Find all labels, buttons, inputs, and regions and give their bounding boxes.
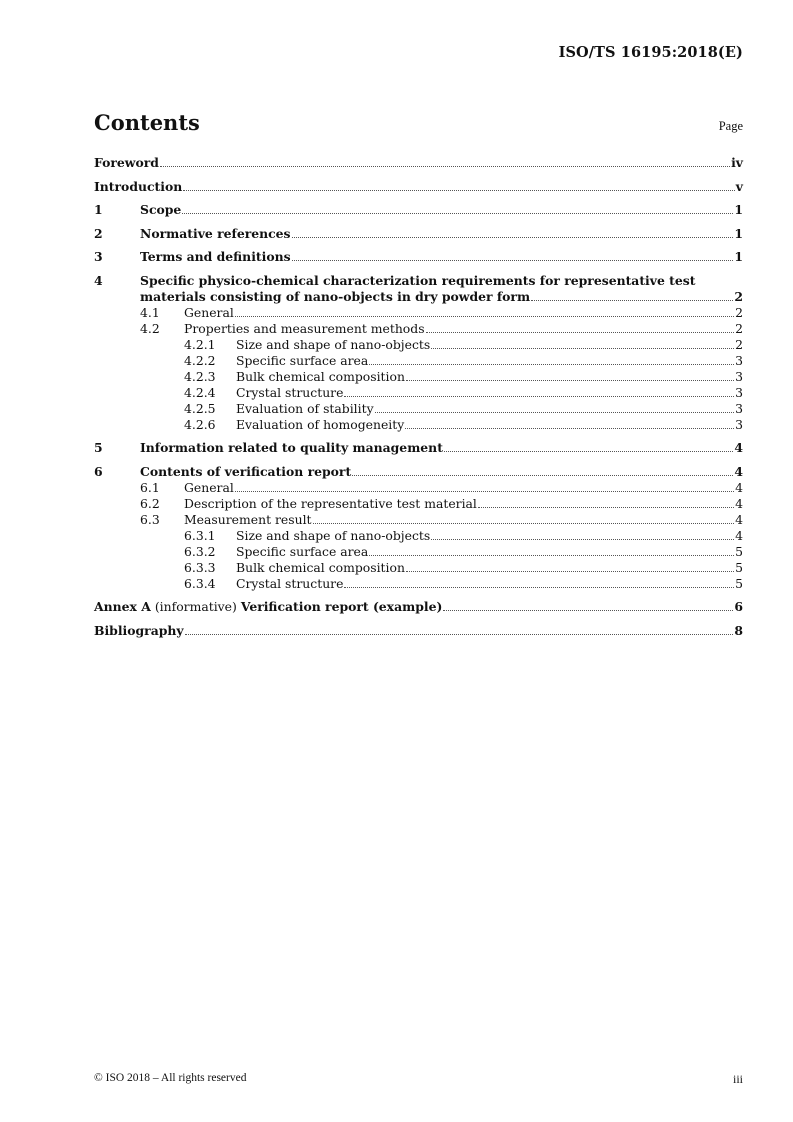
toc-page-number: v xyxy=(735,178,743,194)
leader-dots xyxy=(443,610,733,611)
leader-dots xyxy=(369,364,734,365)
table-of-contents xyxy=(94,155,743,639)
toc-clause-number: 6.1 xyxy=(140,479,160,495)
toc-page-number: 8 xyxy=(734,622,743,638)
leader-dots xyxy=(444,451,733,452)
leader-dots xyxy=(182,213,733,214)
toc-clause-number: 3 xyxy=(94,249,103,264)
toc-entry-text: Bulk chemical composition xyxy=(236,368,405,384)
toc-entry-text: Introduction xyxy=(94,178,183,194)
leader-dots xyxy=(292,260,734,261)
toc-page-number: 4 xyxy=(735,495,743,511)
toc-clause-number: 1 xyxy=(94,202,103,217)
toc-clause-number: 4.2.3 xyxy=(184,368,216,384)
toc-clause-number: 2 xyxy=(94,225,103,241)
toc-entry-text-line1: Specific physico-chemical characterization requirements for representative test xyxy=(140,272,696,288)
toc-entry-6-3-1[interactable] xyxy=(94,528,743,544)
toc-entry-specific-requirements[interactable] xyxy=(94,273,743,305)
toc-entry-4-2-5[interactable] xyxy=(94,401,743,417)
toc-page-number: 2 xyxy=(734,288,743,304)
toc-page-number: iv xyxy=(731,155,743,170)
leader-dots xyxy=(431,539,734,540)
toc-clause-number: 6.3.1 xyxy=(184,527,216,543)
toc-entry-annex-a[interactable] xyxy=(94,599,743,615)
toc-entry-6-2[interactable] xyxy=(94,496,743,512)
leader-dots xyxy=(375,412,735,413)
toc-entry-normative-references[interactable] xyxy=(94,226,743,242)
leader-dots xyxy=(531,300,733,301)
toc-page-number: 4 xyxy=(734,463,743,479)
toc-page-number: 3 xyxy=(735,400,743,416)
toc-page-number: 3 xyxy=(735,352,743,368)
toc-entry-6-1[interactable] xyxy=(94,480,743,496)
toc-clause-number: 4.1 xyxy=(140,304,160,320)
leader-dots xyxy=(406,380,734,381)
leader-dots xyxy=(405,428,734,429)
leader-dots xyxy=(235,491,734,492)
toc-entry-4-2[interactable] xyxy=(94,321,743,337)
toc-entry-4-2-2[interactable] xyxy=(94,353,743,369)
leader-dots xyxy=(185,634,734,635)
toc-entry-text: Properties and measurement methods xyxy=(184,320,425,336)
toc-page-number: 2 xyxy=(735,304,743,320)
leader-dots xyxy=(352,475,733,476)
toc-entry-4-2-4[interactable] xyxy=(94,385,743,401)
toc-entry-4-2-6[interactable] xyxy=(94,417,743,433)
toc-clause-number: 6.2 xyxy=(140,495,160,511)
toc-entry-bibliography[interactable] xyxy=(94,623,743,639)
toc-annex-label: Annex A xyxy=(94,599,151,614)
document-code: ISO/TS 16195:2018(E) xyxy=(558,44,743,61)
toc-page-number: 4 xyxy=(735,527,743,543)
toc-entry-6-3[interactable] xyxy=(94,512,743,528)
leader-dots xyxy=(426,332,735,333)
toc-entry-verification-report[interactable] xyxy=(94,464,743,480)
toc-entry-quality-management[interactable] xyxy=(94,440,743,456)
toc-page-number: 5 xyxy=(735,559,743,575)
leader-dots xyxy=(313,523,735,524)
toc-entry-introduction[interactable] xyxy=(94,179,743,195)
toc-entry-text: Measurement result xyxy=(184,511,312,527)
toc-entry-text: Information related to quality management xyxy=(140,440,443,455)
toc-page-number: 5 xyxy=(735,543,743,559)
toc-annex-qualifier: (informative) xyxy=(154,599,237,614)
leader-dots xyxy=(160,166,730,167)
toc-page-number: 6 xyxy=(734,599,743,614)
toc-page-number: 1 xyxy=(734,202,743,217)
toc-page-number: 3 xyxy=(735,368,743,384)
toc-entry-text: Bulk chemical composition xyxy=(236,559,405,575)
toc-clause-number: 4.2 xyxy=(140,320,160,336)
toc-entry-text: Specific surface area xyxy=(236,543,369,559)
toc-entry-terms-and-definitions[interactable] xyxy=(94,249,743,265)
leader-dots xyxy=(344,396,734,397)
leader-dots xyxy=(478,507,734,508)
toc-clause-number: 5 xyxy=(94,440,103,455)
toc-page-number: 5 xyxy=(735,575,743,591)
toc-clause-number: 4.2.2 xyxy=(184,352,216,368)
toc-entry-text: Crystal structure xyxy=(236,384,344,400)
toc-entry-4-1[interactable] xyxy=(94,305,743,321)
toc-entry-text: Crystal structure xyxy=(236,575,344,591)
toc-entry-scope[interactable] xyxy=(94,202,743,218)
toc-entry-text: Bibliography xyxy=(94,622,184,638)
toc-clause-number: 4.2.4 xyxy=(184,384,216,400)
toc-entry-text: Description of the representative test material xyxy=(184,495,477,511)
toc-page-number: 4 xyxy=(735,511,743,527)
toc-clause-number: 6.3.4 xyxy=(184,575,216,591)
toc-page-number: 4 xyxy=(735,479,743,495)
toc-entry-text: Contents of verification report xyxy=(140,463,352,479)
toc-page-number: 1 xyxy=(734,225,743,241)
toc-entry-text: Verification report (example) xyxy=(240,599,443,614)
toc-entry-text: General xyxy=(184,479,234,495)
toc-clause-number: 4.2.5 xyxy=(184,400,216,416)
leader-dots xyxy=(369,555,734,556)
leader-dots xyxy=(183,190,735,191)
page-title: Contents xyxy=(94,110,200,135)
toc-page-number: 2 xyxy=(735,320,743,336)
toc-entry-text-line2: materials consisting of nano-objects in dry powder form xyxy=(140,288,531,304)
toc-clause-number: 4.2.1 xyxy=(184,336,216,352)
toc-entry-6-3-3[interactable] xyxy=(94,560,743,576)
toc-entry-text: Scope xyxy=(140,202,182,217)
copyright-notice: © ISO 2018 – All rights reserved xyxy=(94,1072,247,1084)
toc-page-number: 1 xyxy=(734,249,743,264)
toc-entry-text: Terms and definitions xyxy=(140,249,291,264)
page-column-label: Page xyxy=(718,119,743,133)
toc-page-number: 4 xyxy=(734,440,743,455)
toc-entry-6-3-2[interactable] xyxy=(94,544,743,560)
toc-entry-text: Size and shape of nano-objects xyxy=(236,336,431,352)
toc-page-number: 2 xyxy=(735,336,743,352)
toc-clause-number: 6.3.3 xyxy=(184,559,216,575)
leader-dots xyxy=(235,316,734,317)
toc-page-number: 3 xyxy=(735,416,743,432)
toc-clause-number: 6.3.2 xyxy=(184,543,216,559)
toc-entry-6-3-4[interactable] xyxy=(94,576,743,592)
toc-entry-text: Foreword xyxy=(94,155,159,170)
page-number: iii xyxy=(732,1072,743,1086)
toc-entry-4-2-3[interactable] xyxy=(94,369,743,385)
toc-entry-foreword[interactable] xyxy=(94,155,743,171)
leader-dots xyxy=(406,571,734,572)
leader-dots xyxy=(344,587,734,588)
toc-page-number: 3 xyxy=(735,384,743,400)
toc-clause-number: 6 xyxy=(94,463,103,479)
toc-clause-number: 4 xyxy=(94,272,103,288)
toc-clause-number: 6.3 xyxy=(140,511,160,527)
leader-dots xyxy=(292,237,734,238)
leader-dots xyxy=(431,348,734,349)
toc-clause-number: 4.2.6 xyxy=(184,416,216,432)
toc-entry-text: Evaluation of stability xyxy=(236,400,374,416)
toc-entry-text: Normative references xyxy=(140,225,291,241)
toc-entry-text: Evaluation of homogeneity xyxy=(236,416,405,432)
toc-entry-text: General xyxy=(184,304,234,320)
toc-entry-text: Specific surface area xyxy=(236,352,369,368)
toc-entry-4-2-1[interactable] xyxy=(94,337,743,353)
toc-entry-text: Size and shape of nano-objects xyxy=(236,527,431,543)
